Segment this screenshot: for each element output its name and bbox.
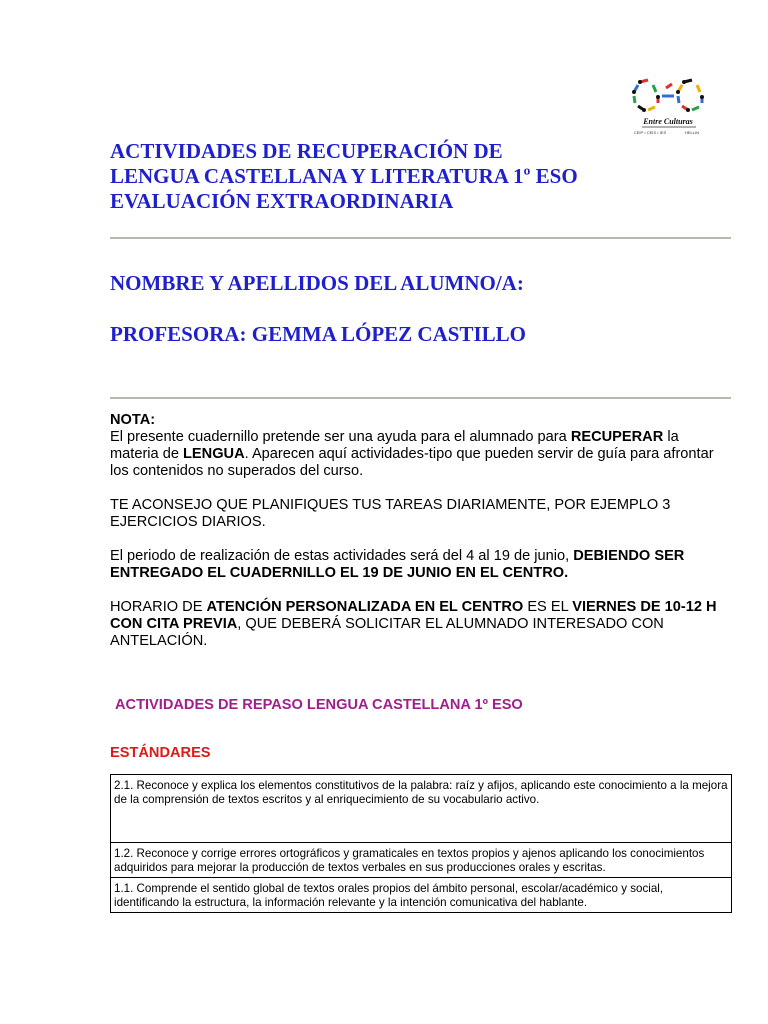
logo-icon (622, 66, 716, 142)
standards-title: ESTÁNDARES (110, 745, 211, 761)
table-row (111, 843, 732, 878)
divider-bottom (110, 397, 731, 399)
svg-text:CEIP • CEIS • IES: CEIP • CEIS • IES (633, 130, 667, 135)
standard-cell: 2.1. Reconoce y explica los elementos constitutivos de la palabra: raíz y afijos, aplicando este conocimiento a la mejora de la comprensión de textos escritos y al enriquecimiento de su vocabulario activo. (111, 775, 732, 843)
document-title (110, 139, 710, 214)
table-row (111, 878, 732, 913)
student-name-label: NOMBRE Y APELLIDOS DEL ALUMNO/A: (110, 271, 524, 295)
divider-top (110, 237, 731, 239)
note-paragraph-schedule: HORARIO DE ATENCIÓN PERSONALIZADA EN EL CENTRO ES EL VIERNES DE 10-12 H CON CITA PREVIA, QUE DEBERÁ SOLICITAR EL ALUMNADO INTERESADO CON ANTELACIÓN. (110, 599, 717, 649)
note-paragraph-purpose: El presente cuadernillo pretende ser una ayuda para el alumnado para RECUPERAR la materia de LENGUA. Aparecen aquí actividades-tipo que pueden servir de guía para afrontar los contenidos no superados del curso. (110, 429, 714, 479)
section-title: ACTIVIDADES DE REPASO LENGUA CASTELLANA 1º ESO (115, 697, 523, 713)
entre-culturas-logo (622, 66, 716, 142)
table-row (111, 775, 732, 843)
standard-cell: 1.2. Reconoce y corrige errores ortográficos y gramaticales en textos propios y ajenos aplicando los conocimientos adquiridos para mejorar la producción de textos verbales en sus producciones orales y escritas. (111, 843, 732, 878)
note-block (110, 412, 722, 650)
note-paragraph-deadline: El periodo de realización de estas actividades será del 4 al 19 de junio, DEBIENDO SER ENTREGADO EL CUADERNILLO EL 19 DE JUNIO EN EL CENTRO. (110, 548, 685, 581)
svg-text:Entre Culturas: Entre Culturas (643, 117, 693, 126)
title-line-2: LENGUA CASTELLANA Y LITERATURA 1º ESO (110, 164, 578, 188)
standard-cell: 1.1. Comprende el sentido global de textos orales propios del ámbito personal, escolar/académico y social, identificando la estructura, la información relevante y la intención comunicativa del hablante. (111, 878, 732, 913)
title-line-1: ACTIVIDADES DE RECUPERACIÓN DE (110, 139, 503, 163)
title-line-3: EVALUACIÓN EXTRAORDINARIA (110, 189, 454, 213)
teacher-name-label: PROFESORA: GEMMA LÓPEZ CASTILLO (110, 322, 526, 346)
svg-text:HELLIN: HELLIN (684, 130, 700, 135)
standards-table (110, 774, 732, 913)
note-paragraph-advice: TE ACONSEJO QUE PLANIFIQUES TUS TAREAS DIARIAMENTE, POR EJEMPLO 3 EJERCICIOS DIARIOS. (110, 497, 671, 530)
note-heading: NOTA: (110, 412, 156, 428)
